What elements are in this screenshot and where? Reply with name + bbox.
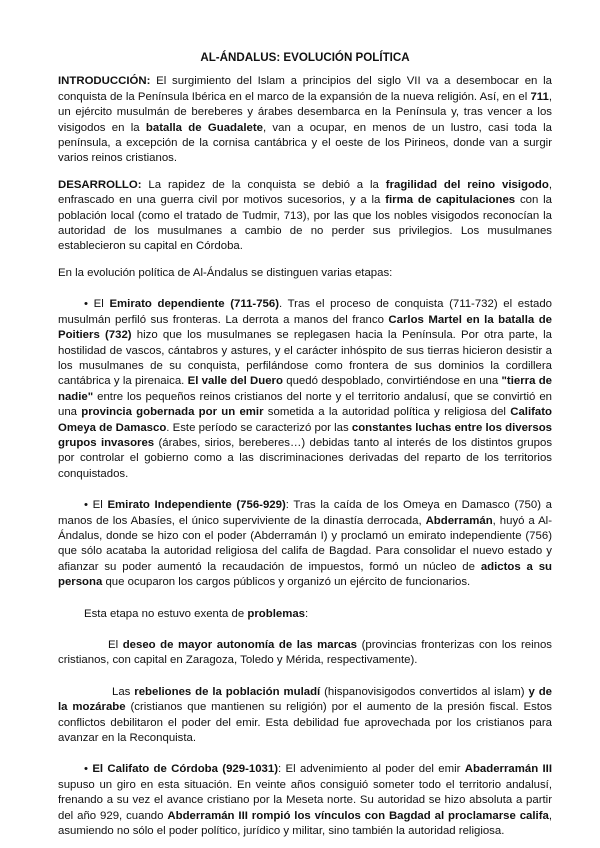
bold-run: fragilidad del reino visigodo [385, 178, 549, 191]
text-run: , van a ocupar, en menos de un lustro, casi toda la península, a excepción de la cornisa cantábrica y el oeste de los Pirineos, donde van a surgir varios reinos cristianos. [58, 121, 552, 165]
bold-run: y de la mozárabe [58, 685, 552, 714]
text-run: , asumiendo no sólo el poder político, jurídico y militar, sino también la autoridad religiosa. [58, 809, 553, 838]
text-run: : [305, 607, 309, 620]
desarrollo-label: DESARROLLO: [58, 178, 142, 191]
bold-run: Emirato Independiente (756-929) [107, 499, 286, 512]
document-title: AL-ÁNDALUS: EVOLUCIÓN POLÍTICA [200, 51, 410, 64]
bold-run: Abderramán III rompió los vínculos con Bagdad al proclamarse califa [167, 809, 549, 822]
bold-run: adictos a su persona [58, 560, 553, 589]
text-run: que ocuparon los cargos públicos y organizó un ejército de funcionarios. [102, 576, 471, 589]
document-page [58, 50, 552, 839]
bold-run: El Califato de Córdoba (929-1031) [92, 763, 279, 776]
text-run: sometida a la autoridad política y religiosa del [263, 406, 511, 419]
bold-run: provincia gobernada por un emir [81, 406, 264, 419]
text-run: : El advenimiento al poder del emir [278, 763, 465, 776]
bold-run: problemas [247, 607, 305, 620]
text-run: con la población local (como el tratado de Tudmir, 713), por las que los nobles visigodos reconocían la autoridad de los musulmanes a cambio de no perder sus privilegios. Los musulmanes establecieron su capital en Córdoba. [58, 194, 552, 253]
bold-run: rebeliones de la población muladí [134, 685, 321, 698]
introduccion-paragraph [58, 74, 552, 166]
text-run: hizo que los musulmanes se replegasen hacia la Península. Por otra parte, la hostilidad de vascos, cántabros y astures, y el carácter inhóspito de sus tierras hicieron desistir a los musulmanes de su conquista, perfilándose como frontera de sus dominios la cordillera cantábrica y la pirenaica. [58, 329, 552, 388]
emirato-independiente-paragraph [58, 498, 552, 590]
bullet-marker: • El [84, 298, 110, 311]
califato-paragraph [58, 762, 552, 839]
marcas-paragraph [58, 638, 552, 669]
text-run: (cristianos que mantienen su religión) por el aumento de la presión fiscal. Estos conflictos debilitaron el poder del emir. Esta debilidad fue aprovechada por los cristianos para avanzar en la Reconquista. [58, 701, 552, 745]
bold-run: Abaderramán III [464, 763, 553, 776]
text-run: , un ejército musulmán de bereberes y árabes desembarca en la Península y, tras vencer a los visigodos en la [58, 90, 552, 134]
text-run: , enfrascado en una guerra civil por motivos sucesorios, y a la [58, 178, 552, 207]
text-run: . Tras el proceso de conquista (711-732) el estado musulmán perfiló sus fronteras. La derrota a manos del franco [58, 298, 553, 326]
bold-run: 711 [530, 90, 549, 103]
text-run: (árabes, sirios, bereberes…) debidas tanto al interés de los distintos grupos por controlar el gobierno como a las discriminaciones derivadas del reparto de los territorios conquistados. [58, 436, 553, 480]
text-run: , huyó a Al-Ándalus, donde se hizo con el poder (Abderramán I) y proclamó un emirato independiente (756) que sólo acataba la autoridad religiosa del califa de Bagdad. Para consolidar el nuevo estado y afianzar su poder aumentó la recaudación de impuestos, formó un núcleo de [58, 514, 552, 573]
bold-run: Abderramán [425, 514, 493, 527]
text-run: El surgimiento del Islam a principios del siglo VII va a desembocar en la conquista de la Península Ibérica en el marco de la expansión de la nueva religión. Así, en el [58, 75, 552, 103]
bold-run: Emirato dependiente (711-756) [109, 298, 280, 311]
text-run: (hispanovisigodos convertidos al islam) [320, 685, 529, 698]
bold-run: Carlos Martel en la batalla de Poitiers (732) [58, 313, 552, 342]
etapas-intro: En la evolución política de Al-Ándalus se distinguen varias etapas: [58, 266, 393, 279]
bold-run: Califato Omeya de Damasco [58, 406, 553, 434]
text-run: supuso un giro en esta situación. En veinte años consiguió someter todo el territorio andalusí, frenando a su vez el avance cristiano por la Meseta norte. Su autoridad se hizo absoluta a partir del año 929, cuando [58, 778, 552, 822]
bold-run: batalla de Guadalete [145, 121, 263, 134]
introduccion-label: INTRODUCCIÓN: [58, 75, 151, 88]
bold-run: firma de capitulaciones [385, 194, 516, 207]
desarrollo-paragraph [58, 178, 552, 255]
text-run: . Este período se caracterizó por las [166, 421, 352, 434]
text-run: La rapidez de la conquista se debió a la [141, 178, 386, 191]
bold-run: deseo de mayor autonomía de las marcas [122, 639, 358, 651]
text-run: : Tras la caída de los Omeya en Damasco (750) a manos de los Abasíes, el único superviviente de la dinastía derrocada, [58, 499, 552, 527]
emirato-dependiente-paragraph [58, 297, 552, 482]
bullet-marker: • [84, 763, 93, 776]
rebeliones-paragraph [58, 685, 552, 747]
bold-run: El valle del Duero [187, 375, 283, 388]
bold-run: constantes luchas entre los diversos grupos invasores [58, 421, 552, 449]
bullet-marker: • El [84, 499, 108, 512]
text-run: Las [112, 685, 135, 698]
text-run: entre los pequeños reinos cristianos del norte y el territorio andalusí, que se convirtió en una [58, 390, 552, 419]
text-run: quedó despoblado, convirtiéndose en una [282, 375, 502, 388]
text-run: Esta etapa no estuvo exenta de [84, 607, 248, 620]
text-run: (provincias fronterizas con los reinos cristianos, con capital en Zaragoza, Toledo y Mérida, respectivamente). [58, 639, 552, 667]
text-run: El [108, 639, 123, 651]
bold-run: "tierra de nadie" [58, 375, 552, 403]
problemas-paragraph [58, 607, 552, 622]
